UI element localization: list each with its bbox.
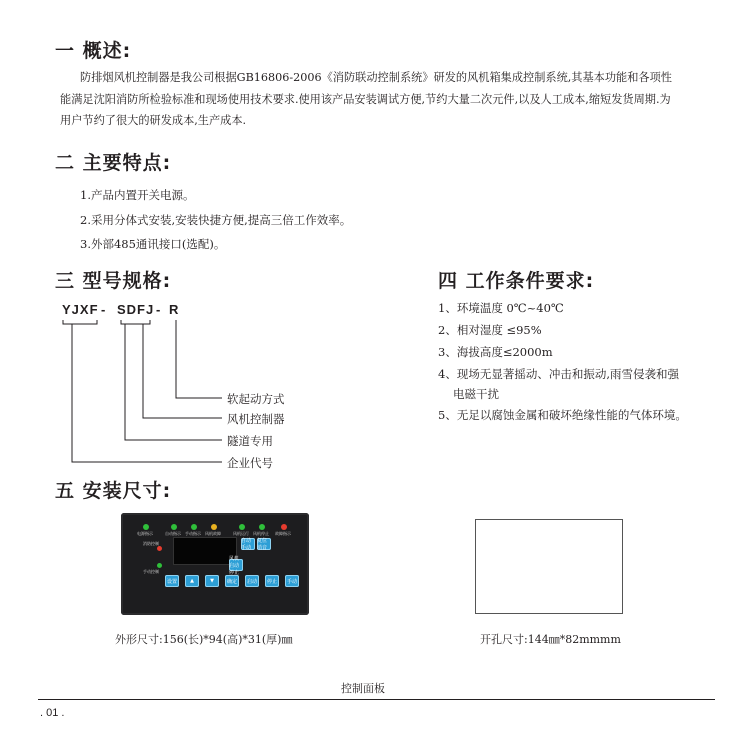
page-number: . 01 .: [40, 707, 65, 719]
led-fan-fault: [211, 524, 217, 530]
led-label: 手动指示: [185, 531, 201, 536]
model-label-controller: 风机控制器: [227, 412, 285, 426]
condition-item: 3、海拔高度≤2000m: [438, 345, 553, 359]
overview-line-2: 能满足沈阳消防所检验标准和现场使用技术要求.使用该产品安装调试方便,节约大量二次元件,以及人工成本,缩短发货周期.为: [60, 93, 671, 106]
feature-item: 1.产品内置开关电源。: [80, 188, 195, 202]
model-code-dash: -: [156, 302, 162, 317]
start-button[interactable]: 启动: [245, 575, 259, 587]
led-manual-control: [157, 563, 162, 568]
model-heading: 三 型号规格:: [55, 270, 172, 292]
segment-display: [173, 537, 237, 565]
set-button[interactable]: 设置: [165, 575, 179, 587]
stop-button[interactable]: 停止: [265, 575, 279, 587]
led-manual: [191, 524, 197, 530]
condition-item: 4、现场无显著摇动、冲击和振动,雨雪侵袭和强: [438, 367, 679, 381]
up-button[interactable]: ▲: [185, 575, 199, 587]
led-fault: [281, 524, 287, 530]
model-label-tunnel: 隧道专用: [227, 434, 273, 448]
led-label: 自动指示: [165, 531, 181, 536]
footer-rule: [38, 699, 715, 700]
model-label-company-code: 企业代号: [227, 456, 273, 470]
panel-caption: 控制面板: [341, 682, 385, 695]
led-label: 风机故障: [205, 531, 221, 536]
outer-dimension-caption: 外形尺寸:156(长)*94(高)*31(厚)㎜: [115, 633, 293, 646]
model-code-yjxf: YJXF: [62, 302, 99, 317]
manual-button[interactable]: 手动: [285, 575, 299, 587]
model-code-r: R: [169, 302, 180, 317]
overview-line-3: 用户节约了很大的研发成本,生产成本.: [60, 114, 247, 127]
condition-item-cont: 电磁干扰: [453, 387, 499, 401]
side-label: 手动控制: [143, 569, 159, 574]
led-label: 风机停止: [253, 531, 269, 536]
feature-item: 2.采用分体式安装,安装快捷方便,提高三倍工作效率。: [80, 213, 352, 227]
fan-start-stop-button[interactable]: 风机启动停止: [229, 559, 243, 571]
install-heading: 五 安装尺寸:: [55, 480, 172, 502]
conditions-heading: 四 工作条件要求:: [438, 270, 595, 292]
condition-item: 5、无足以腐蚀金属和破坏绝缘性能的气体环境。: [438, 408, 687, 422]
features-heading: 二 主要特点:: [55, 152, 172, 174]
model-label-soft-start: 软起动方式: [227, 392, 285, 406]
cutout-outline: [475, 519, 623, 614]
condition-item: 2、相对湿度 ≤95%: [438, 323, 542, 337]
led-label: 电源指示: [137, 531, 153, 536]
down-button[interactable]: ▼: [205, 575, 219, 587]
auto-manual-button[interactable]: 自动手动: [241, 538, 255, 550]
led-fan-running: [239, 524, 245, 530]
model-code-sdfj: SDFJ: [117, 302, 155, 317]
overview-heading: 一 概述:: [55, 40, 132, 62]
overview-line-1: 防排烟风机控制器是我公司根据GB16806-2006《消防联动控制系统》研发的风机箱集成控制系统,其基本功能和各项性: [80, 71, 672, 84]
confirm-button[interactable]: 确定: [225, 575, 239, 587]
feature-item: 3.外部485通讯接口(选配)。: [80, 237, 226, 251]
condition-item: 1、环境温度 0℃~40℃: [438, 301, 564, 315]
model-code-dash: -: [101, 302, 107, 317]
led-fan-stopped: [259, 524, 265, 530]
side-label: 消防控制: [143, 541, 159, 546]
led-auto: [171, 524, 177, 530]
reset-silence-button[interactable]: 复位消音: [257, 538, 271, 550]
led-power: [143, 524, 149, 530]
led-label: 风机运行: [233, 531, 249, 536]
cutout-dimension-caption: 开孔尺寸:144㎜*82mmmm: [480, 633, 621, 646]
control-panel-image: [121, 513, 309, 615]
led-label: 故障指示: [275, 531, 291, 536]
